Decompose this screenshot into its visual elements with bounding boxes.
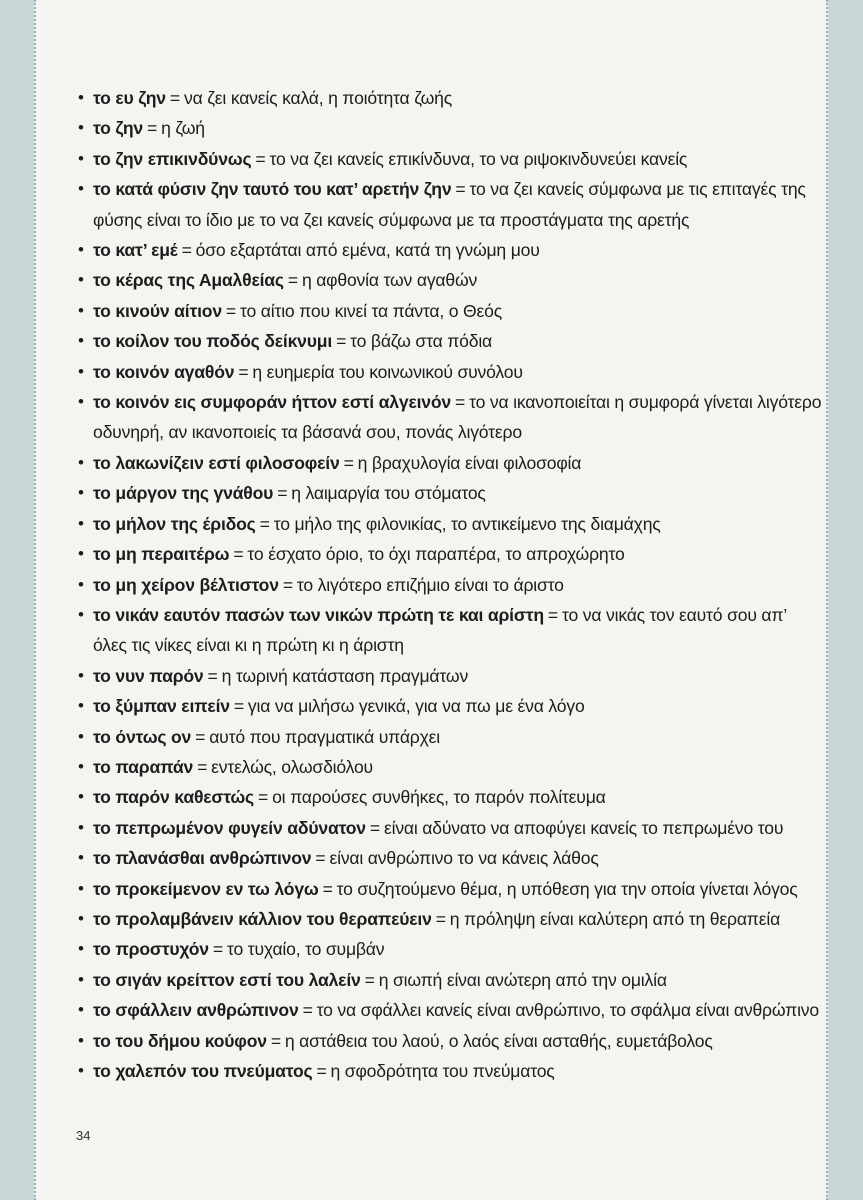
phrase-term: το κατ’ εμέ [93, 240, 178, 261]
list-item [78, 265, 823, 295]
equals-sign: = [364, 969, 375, 990]
bullet: • [78, 179, 84, 199]
bullet: • [78, 118, 84, 138]
equals-sign: = [270, 1030, 281, 1051]
phrase-definition: η τωρινή κατάσταση πραγμάτων [221, 665, 469, 686]
equals-sign: = [169, 88, 180, 108]
bullet: • [78, 270, 84, 290]
phrase-term: το παραπάν [93, 756, 194, 777]
phrase-term: το λακωνίζειν εστί φιλοσοφείν [93, 452, 340, 473]
equals-sign: = [343, 452, 354, 473]
list-item [78, 174, 823, 235]
phrase-definition: αυτό που πραγματικά υπάρχει [209, 726, 441, 747]
phrase-term: το όντως ον [93, 726, 192, 747]
phrase-definition: η αφθονία των αγαθών [301, 270, 478, 291]
list-item [78, 874, 823, 904]
bullet: • [78, 817, 84, 837]
equals-sign: = [369, 817, 380, 838]
phrase-term: το ζην επικινδύνως [93, 148, 252, 169]
phrase-term: το κατά φύσιν ζην ταυτό του κατ’ αρετήν ζην [93, 179, 452, 200]
bullet: • [78, 331, 84, 351]
phrase-term: το ζην [93, 118, 144, 139]
phrase-term: το κοινόν αγαθόν [93, 361, 235, 382]
phrase-definition: το βάζω στα πόδια [350, 331, 493, 352]
phrase-definition: είναι ανθρώπινο το να κάνεις λάθος [329, 848, 599, 869]
phrase-term: το προκείμενον εν τω λόγω [93, 878, 319, 899]
phrase-definition: η αστάθεια του λαού, ο λαός είναι ασταθής, ευμετάβολος [284, 1030, 713, 1051]
bullet: • [78, 696, 84, 716]
phrase-definition: εντελώς, ολωσδιόλου [211, 756, 373, 777]
equals-sign: = [455, 179, 466, 200]
list-item [78, 691, 823, 721]
equals-sign: = [547, 604, 558, 625]
equals-sign: = [225, 300, 236, 321]
list-item [78, 357, 823, 387]
document-page [34, 0, 828, 1200]
phrase-definition: η σιωπή είναι ανώτερη από την ομιλία [378, 969, 667, 990]
bullet: • [78, 300, 84, 320]
list-item [78, 600, 823, 661]
equals-sign: = [336, 331, 347, 352]
equals-sign: = [315, 848, 326, 869]
phrase-definition: το να νικάς τον εαυτό σου απ’ όλες τις νίκες είναι κι η πρώτη κι η άριστη [93, 604, 787, 656]
equals-sign: = [455, 392, 466, 413]
phrase-definition: η βραχυλογία είναι φιλοσοφία [357, 452, 582, 473]
list-item [78, 570, 823, 600]
bullet: • [78, 787, 84, 807]
phrase-term: το νικάν εαυτόν πασών των νικών πρώτη τε και αρίστη [93, 604, 544, 625]
equals-sign: = [212, 939, 223, 960]
equals-sign: = [316, 1061, 327, 1081]
phrase-term: το μήλον της έριδος [93, 513, 256, 534]
bullet: • [78, 240, 84, 260]
list-item [78, 661, 823, 691]
equals-sign: = [195, 726, 206, 747]
list-item [78, 904, 823, 934]
bullet: • [78, 878, 84, 898]
list-item [78, 478, 823, 508]
bullet: • [78, 574, 84, 594]
phrase-definition: το έσχατο όριο, το όχι παραπέρα, το απροχώρητο [247, 544, 625, 565]
bullet: • [78, 544, 84, 564]
phrase-term: το μάργον της γνάθου [93, 483, 274, 504]
list-item [78, 235, 823, 265]
list-item [78, 113, 823, 143]
equals-sign: = [287, 270, 298, 291]
list-item [78, 995, 823, 1025]
bullet: • [78, 939, 84, 959]
equals-sign: = [277, 483, 288, 504]
phrase-definition: για να μιλήσω γενικά, για να πω με ένα λόγο [247, 696, 585, 717]
phrase-definition: το λιγότερο επιζήμιο είναι το άριστο [296, 574, 564, 595]
page-number: 34 [76, 1128, 91, 1143]
phrase-definition: όσο εξαρτάται από εμένα, κατά τη γνώμη μου [195, 240, 540, 261]
phrase-term: το κινούν αίτιον [93, 300, 222, 321]
equals-sign: = [259, 513, 270, 534]
bullet: • [78, 756, 84, 776]
bullet: • [78, 452, 84, 472]
list-item [78, 83, 823, 113]
bullet: • [78, 88, 84, 107]
list-item [78, 813, 823, 843]
phrase-definition: οι παρούσες συνθήκες, το παρόν πολίτευμα [272, 787, 606, 808]
phrase-term: το προστυχόν [93, 939, 209, 960]
phrase-definition: η σφοδρότητα του πνεύματος [330, 1061, 555, 1081]
phrase-term: το νυν παρόν [93, 665, 204, 686]
equals-sign: = [181, 240, 192, 261]
list-item [78, 1056, 823, 1086]
phrase-term: το κοινόν εις συμφοράν ήττον εστί αλγεινόν [93, 392, 452, 413]
phrase-term: το πλανάσθαι ανθρώπινον [93, 848, 312, 869]
bullet: • [78, 483, 84, 503]
phrase-definition: η λαιμαργία του στόματος [291, 483, 486, 504]
phrase-term: το σφάλλειν ανθρώπινον [93, 1000, 299, 1021]
phrase-definition: η ευημερία του κοινωνικού συνόλου [252, 361, 523, 382]
equals-sign: = [207, 665, 218, 686]
list-item [78, 934, 823, 964]
bullet: • [78, 513, 84, 533]
equals-sign: = [147, 118, 158, 139]
phrase-list [78, 83, 823, 1086]
list-item [78, 752, 823, 782]
list-item [78, 144, 823, 174]
equals-sign: = [258, 787, 269, 808]
bullet: • [78, 392, 84, 412]
phrase-definition: το τυχαίο, το συμβάν [226, 939, 385, 960]
equals-sign: = [238, 361, 249, 382]
right-margin-band [830, 0, 863, 1200]
list-item [78, 387, 823, 448]
phrase-term: το κέρας της Αμαλθείας [93, 270, 284, 291]
phrase-term: το προλαμβάνειν κάλλιον του θεραπεύειν [93, 908, 432, 929]
phrase-definition: το αίτιο που κινεί τα πάντα, ο Θεός [240, 300, 503, 321]
bullet: • [78, 969, 84, 989]
list-item [78, 722, 823, 752]
list-item [78, 326, 823, 356]
equals-sign: = [302, 1000, 313, 1021]
list-item [78, 448, 823, 478]
phrase-term: το χαλεπόν του πνεύματος [93, 1061, 313, 1081]
phrase-definition: το να σφάλλει κανείς είναι ανθρώπινο, το σφάλμα είναι ανθρώπινο [316, 1000, 819, 1021]
list-item [78, 843, 823, 873]
bullet: • [78, 1030, 84, 1050]
phrase-term: το παρόν καθεστώς [93, 787, 255, 808]
phrase-term: το μη περαιτέρω [93, 544, 230, 565]
equals-sign: = [233, 544, 244, 565]
list-item [78, 965, 823, 995]
bullet: • [78, 908, 84, 928]
bullet: • [78, 604, 84, 624]
equals-sign: = [322, 878, 333, 899]
bullet: • [78, 1061, 84, 1080]
phrase-term: το σιγάν κρείττον εστί του λαλείν [93, 969, 361, 990]
phrase-term: το ευ ζην [93, 88, 166, 108]
phrase-definition: η πρόληψη είναι καλύτερη από τη θεραπεία [449, 908, 781, 929]
list-item [78, 296, 823, 326]
phrase-term: το μη χείρον βέλτιστον [93, 574, 279, 595]
bullet: • [78, 848, 84, 868]
phrase-definition: να ζει κανείς καλά, η ποιότητα ζωής [183, 88, 452, 108]
phrase-definition: το να ζει κανείς επικίνδυνα, το να ριψοκινδυνεύει κανείς [269, 148, 688, 169]
equals-sign: = [233, 696, 244, 717]
equals-sign: = [282, 574, 293, 595]
phrase-definition: το να ζει κανείς σύμφωνα με τις επιταγές της φύσης είναι το ίδιο με το να ζει κανείς σύμφωνα με τα προστάγματα της αρετής [93, 179, 806, 230]
phrase-definition: το να ικανοποιείται η συμφορά γίνεται λιγότερο οδυνηρή, αν ικανοποιείς τα βάσανά σου, πονάς λιγότερο [93, 392, 822, 443]
phrase-definition: είναι αδύνατο να αποφύγει κανείς το πεπρωμένο του [383, 817, 784, 838]
bullet: • [78, 361, 84, 381]
phrase-term: το πεπρωμένον φυγείν αδύνατον [93, 817, 366, 838]
phrase-definition: το συζητούμενο θέμα, η υπόθεση για την οποία γίνεται λόγος [336, 878, 798, 899]
list-item [78, 782, 823, 812]
list-item [78, 1026, 823, 1056]
equals-sign: = [435, 908, 446, 929]
bullet: • [78, 665, 84, 685]
list-item [78, 539, 823, 569]
list-item [78, 509, 823, 539]
phrase-definition: το μήλο της φιλονικίας, το αντικείμενο της διαμάχης [273, 513, 661, 534]
equals-sign: = [197, 756, 208, 777]
phrase-definition: η ζωή [161, 118, 205, 139]
phrase-term: το του δήμου κούφον [93, 1030, 267, 1051]
bullet: • [78, 1000, 84, 1020]
equals-sign: = [255, 148, 266, 169]
phrase-term: το κοίλον του ποδός δείκνυμι [93, 331, 333, 352]
bullet: • [78, 726, 84, 746]
bullet: • [78, 148, 84, 168]
phrase-term: το ξύμπαν ειπείν [93, 696, 230, 717]
